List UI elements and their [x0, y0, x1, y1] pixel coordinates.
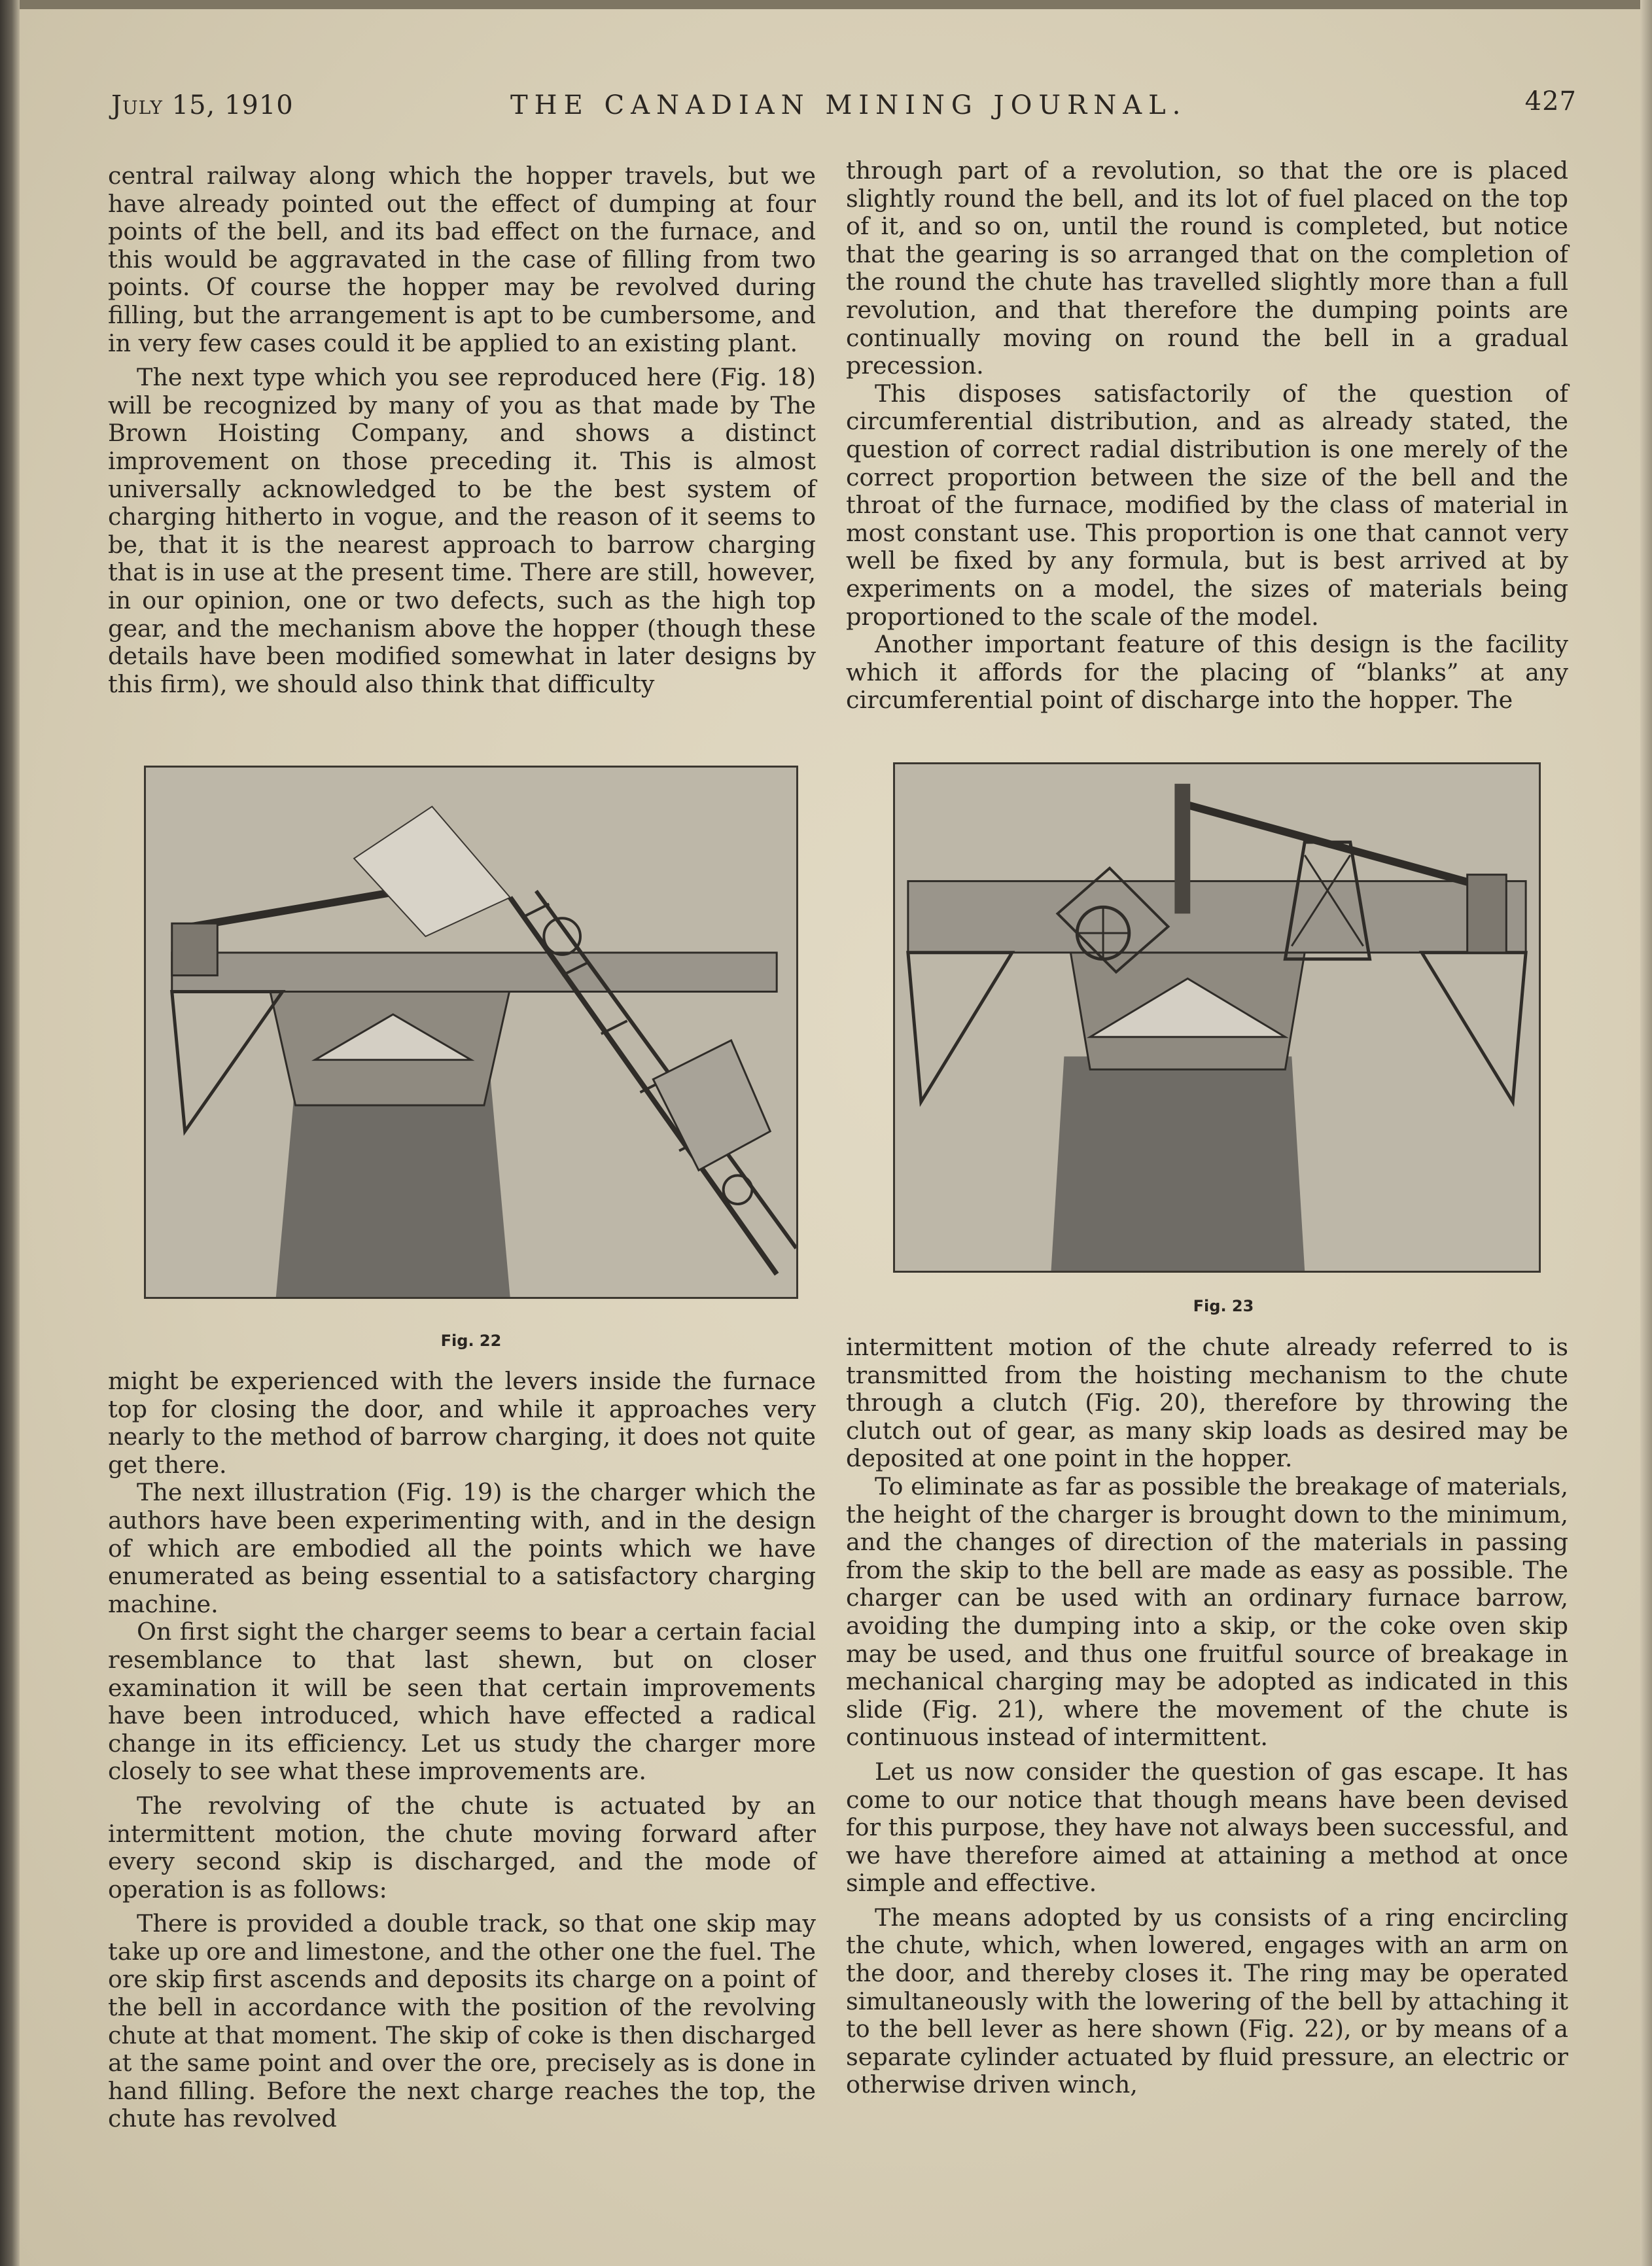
- paragraph: The means adopted by us consists of a ring encircling the chute, which, when lowered, engages with an arm on the door, and thereby closes it. The ring may be operated simultaneously with the lowering of the bell by attaching it to the bell lever as here shown (Fig. 22), or by means of a separate cylinder actuated by fluid pressure, an electric or otherwise driven winch,: [846, 1903, 1568, 2099]
- book-binding: [0, 0, 20, 2266]
- figure-23-illustration: [893, 762, 1541, 1273]
- paragraph: There is provided a double track, so that one skip may take up ore and limestone, and the other one the fuel. The ore skip first ascends and deposits its charge on a point of the bell in accordance with the position of the revolving chute at that moment. The skip of coke is then discharged at the same point and over the ore, precisely as is done in hand filling. Before the next charge reaches the top, the chute has revolved: [108, 1909, 816, 2133]
- page-top-edge: [20, 0, 1652, 9]
- running-header: [111, 86, 1577, 126]
- column-left-bottom: [108, 1368, 816, 2133]
- paragraph: might be experienced with the levers inside the furnace top for closing the door, and while it approaches very nearly to the method of barrow charging, it does not quite get there.: [108, 1367, 816, 1479]
- paragraph: Another important feature of this design is the facility which it affords for the placing of “blanks” at any circumferential point of discharge into the hopper. The: [846, 630, 1568, 715]
- paragraph: central railway along which the hopper travels, but we have already pointed out the effect of dumping at four points of the bell, and its bad effect on the furnace, and this would be aggravated in the case of filling from two points. Of course the hopper may be revolved during filling, but the arrangement is apt to be cumbersome, and in very few cases could it be applied to an existing plant.: [108, 162, 816, 357]
- page-right-edge: [1640, 0, 1652, 2266]
- column-right-top: [846, 157, 1568, 715]
- figure-22-caption: Fig. 22: [440, 1332, 502, 1350]
- paragraph: Let us now consider the question of gas escape. It has come to our notice that though means have been devised for this purpose, they have not always been successful, and we have therefore aimed at attaining a method at once simple and effective.: [846, 1757, 1568, 1898]
- paragraph: The next type which you see reproduced here (Fig. 18) will be recognized by many of you as that made by The Brown Hoisting Company, and shows a distinct improvement on those preceding it. This is almost universally acknowledged to be the best system of charging hitherto in vogue, and the reason of it seems to be, that it is the nearest approach to barrow charging that is in use at the present time. There are still, however, in our opinion, one or two defects, such as the high top gear, and the mechanism above the hopper (though these details have been modified somewhat in later designs by this firm), we should also think that difficulty: [108, 363, 816, 698]
- column-right-bottom: [846, 1334, 1568, 2099]
- charger-drawing-icon: [895, 764, 1539, 1271]
- charger-drawing-icon: [146, 768, 796, 1297]
- paragraph: On first sight the charger seems to bear a certain facial resemblance to that last shewn, but on closer examination it will be seen that certain improvements have been introduced, which have effected a radical change in its efficiency. Let us study the charger more closely to see what these improvements are.: [108, 1618, 816, 1786]
- paragraph: The revolving of the chute is actuated by an intermittent motion, the chute moving forward after every second skip is discharged, and the mode of operation is as follows:: [108, 1791, 816, 1903]
- paragraph: The next illustration (Fig. 19) is the charger which the authors have been experimenting with, and in the design of which are embodied all the points which we have enumerated as being essential to a satisfactory charging machine.: [108, 1478, 816, 1618]
- page-number: 427: [1524, 86, 1577, 116]
- journal-page: [20, 0, 1652, 2266]
- figure-22-illustration: [144, 766, 798, 1299]
- paragraph: intermittent motion of the chute already referred to is transmitted from the hoisting mechanism to the chute through a clutch (Fig. 20), therefore by throwing the clutch out of gear, as many skip loads as desired may be deposited at one point in the hopper.: [846, 1333, 1568, 1473]
- paragraph: This disposes satisfactorily of the question of circumferential distribution, and as already stated, the question of correct radial distribution is one merely of the correct proportion between the size of the bell and the throat of the furnace, modified by the class of material in most constant use. This proportion is one that cannot very well be fixed by any formula, but is best arrived at by experiments on a model, the sizes of materials being proportioned to the scale of the model.: [846, 379, 1568, 631]
- header-date: July 15, 1910: [111, 90, 294, 120]
- figure-23-caption: Fig. 23: [1193, 1297, 1254, 1315]
- paragraph: To eliminate as far as possible the breakage of materials, the height of the charger is brought down to the minimum, and the changes of direction of the materials in passing from the skip to the bell are made as easy as possible. The charger can be used with an ordinary furnace barrow, avoiding the dumping into a skip, or the coke oven skip may be used, and thus one fruitful source of breakage in mechanical charging may be adopted as indicated in this slide (Fig. 21), where the movement of the chute is continuous instead of intermittent.: [846, 1472, 1568, 1752]
- header-journal-title: THE CANADIAN MINING JOURNAL.: [510, 90, 1187, 120]
- column-left-top: [108, 162, 816, 698]
- paragraph: through part of a revolution, so that the ore is placed slightly round the bell, and its lot of fuel placed on the top of it, and so on, until the round is completed, but notice that the gearing is so arranged that on the completion of the round the chute has travelled slightly more than a full revolution, and that therefore the dumping points are continually moving on round the bell in a gradual precession.: [846, 156, 1568, 380]
